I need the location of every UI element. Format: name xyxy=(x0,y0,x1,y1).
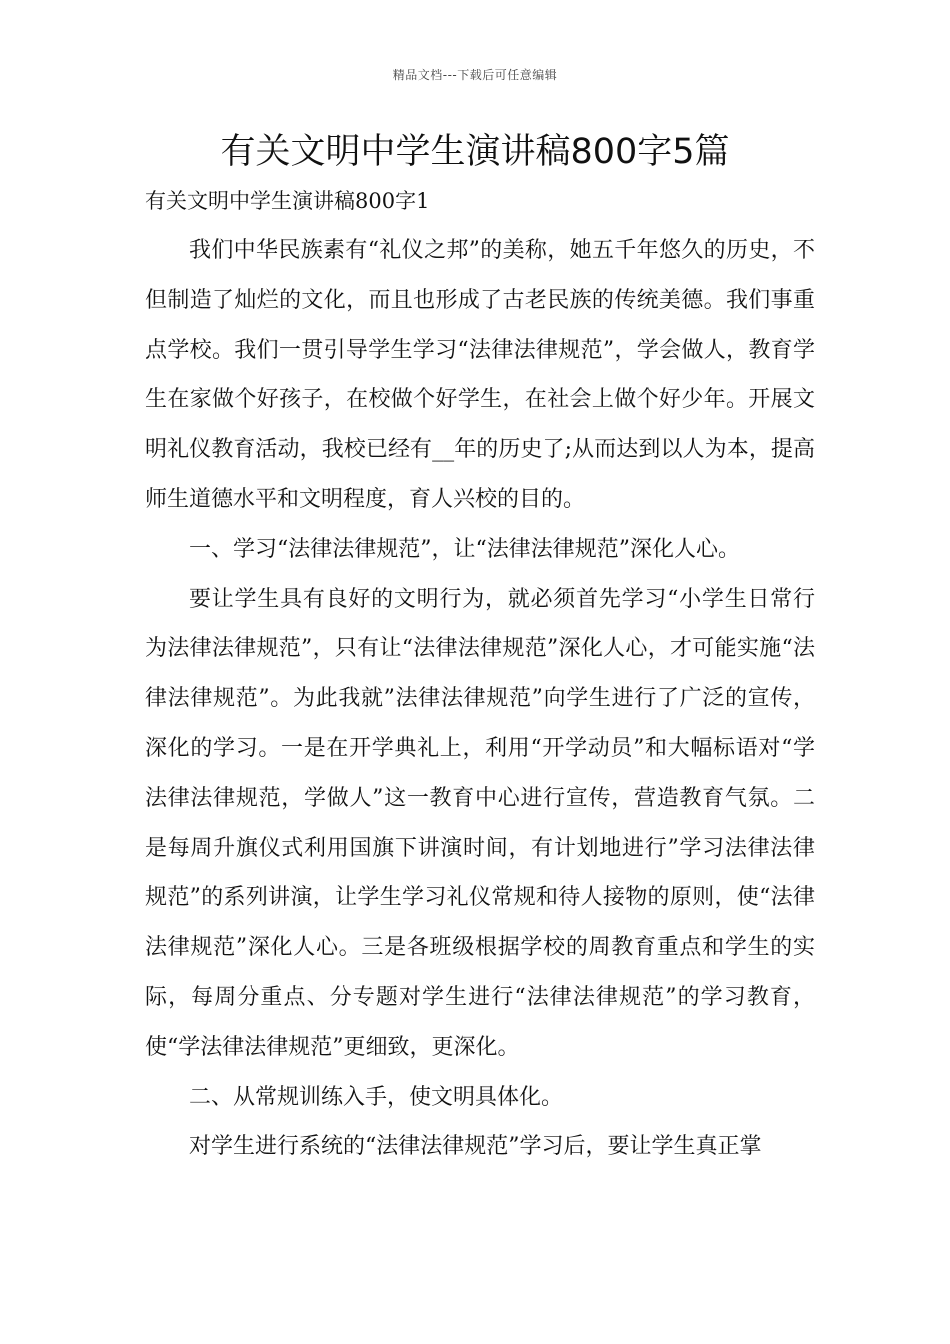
document-body xyxy=(145,226,815,1172)
document-title: 有关文明中学生演讲稿800字5篇 xyxy=(220,132,730,172)
section-subtitle: 有关文明中学生演讲稿800字1 xyxy=(145,189,430,213)
paragraph-heading-1: 一、学习“法律法律规范”，让“法律法律规范”深化人心。 xyxy=(189,536,740,562)
paragraph-heading-2: 二、从常规训练入手，使文明具体化。 xyxy=(189,1084,564,1110)
paragraph-intro: 我们中华民族素有“礼仪之邦”的美称，她五千年悠久的历史，不但制造了灿烂的文化，而且也形成了古老民族的传统美德。我们事重点学校。我们一贯引导学生学习“法律法律规范”，学会做人，教育学生在家做个好孩子，在校做个好学生，在社会上做个好少年。开展文明礼仪教育活动，我校已经有__年的历史了;从而达到以人为本，提高师生道德水平和文明程度，育人兴校的目的。 xyxy=(145,238,815,512)
paragraph-section-1: 要让学生具有良好的文明行为，就必须首先学习“小学生日常行为法律法律规范”，只有让“法律法律规范”深化人心，才可能实施“法律法律规范”。为此我就”法律法律规范”向学生进行了广泛的宣传，深化的学习。一是在开学典礼上，利用“开学动员”和大幅标语对“学法律法律规范，学做人”这一教育中心进行宣传，营造教育气氛。二是每周升旗仪式利用国旗下讲演时间，有计划地进行”学习法律法律规范”的系列讲演，让学生学习礼仪常规和待人接物的原则，使“法律法律规范”深化人心。三是各班级根据学校的周教育重点和学生的实际，每周分重点、分专题对学生进行“法律法律规范”的学习教育，使“学法律法律规范”更细致，更深化。 xyxy=(145,586,815,1060)
header-note: 精品文档---下载后可任意编辑 xyxy=(392,68,558,82)
paragraph-section-2: 对学生进行系统的“法律法律规范”学习后，要让学生真正掌 xyxy=(189,1134,762,1160)
